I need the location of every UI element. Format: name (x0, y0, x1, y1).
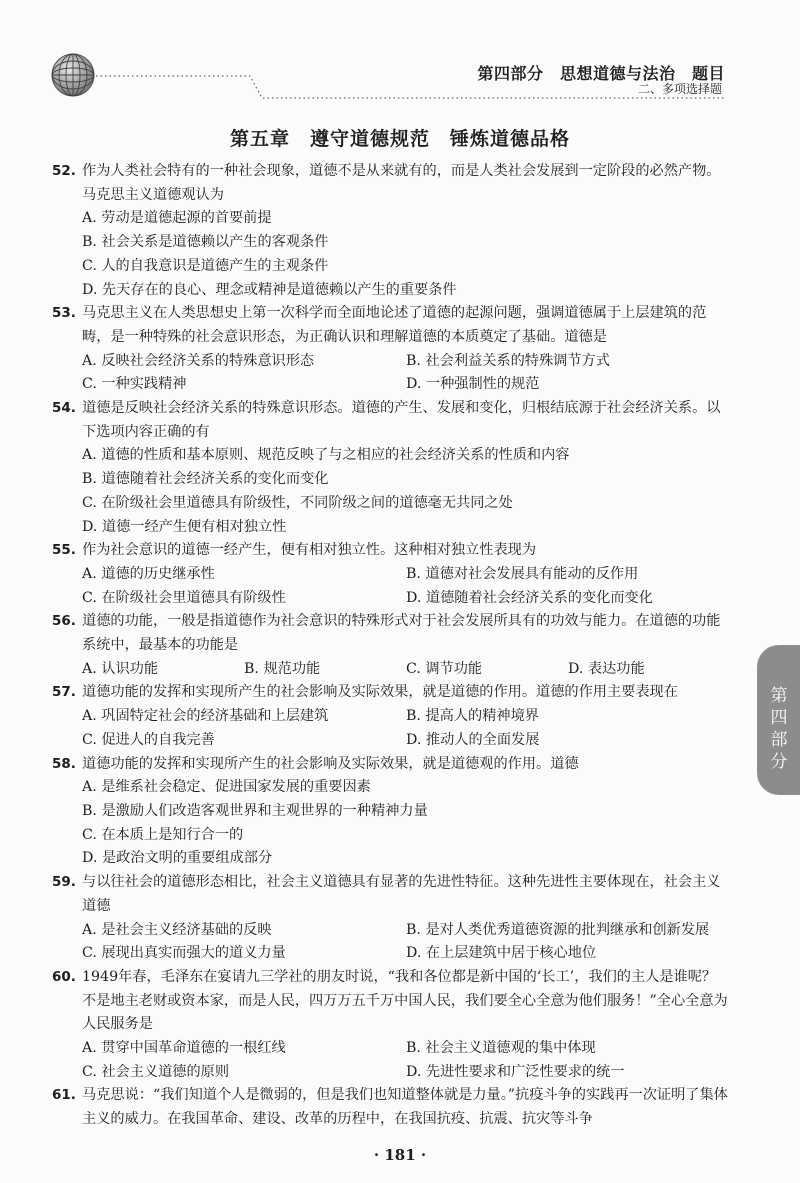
side-tab-label: 第四部分 (770, 686, 788, 772)
question-item (52, 681, 730, 752)
answer-option: C. 在本质上是知行合一的 (82, 826, 244, 843)
answer-option: D. 在上层建筑中居于核心地位 (406, 945, 597, 962)
option-group (60, 350, 730, 397)
answer-option: C. 促进人的自我完善 (82, 731, 215, 748)
question-text: 道德功能的发挥和实现所产生的社会影响及实际效果，就是道德的作用。道德的作用主要表现在 (82, 684, 678, 701)
question-stem (52, 753, 730, 777)
option-group (60, 563, 730, 610)
question-text: 道德功能的发挥和实现所产生的社会影响及实际效果，就是道德观的作用。道德 (82, 755, 579, 772)
question-stem (52, 302, 730, 349)
question-text: 作为社会意识的道德一经产生，便有相对独立性。这种相对独立性表现为 (82, 542, 537, 559)
question-stem (52, 397, 730, 444)
answer-option: A. 是社会主义经济基础的反映 (82, 921, 272, 938)
section-side-tab (757, 645, 800, 795)
answer-option: D. 道德一经产生便有相对独立性 (82, 518, 287, 535)
question-stem (52, 610, 730, 657)
answer-option: D. 道德随着社会经济关系的变化而变化 (406, 589, 653, 606)
answer-option: C. 在阶级社会里道德具有阶级性 (82, 589, 286, 606)
option-group (60, 919, 730, 966)
option-group (60, 705, 730, 752)
answer-option: A. 劳动是道德起源的首要前提 (82, 210, 272, 227)
answer-option: A. 是维系社会稳定、促进国家发展的重要因素 (82, 779, 371, 796)
answer-option: B. 社会关系是道德赖以产生的客观条件 (82, 234, 329, 251)
question-stem (52, 871, 730, 918)
question-number: 54. (52, 400, 76, 417)
question-item (52, 539, 730, 610)
answer-option: C. 社会主义道德的原则 (82, 1063, 230, 1080)
answer-option: B. 社会主义道德观的集中体现 (406, 1040, 596, 1057)
question-text: 马克思说：“我们知道个人是微弱的，但是我们也知道整体就是力量。”抗疫斗争的实践再一次证明了集体主义的威力。在我国革命、建设、改革的历程中，在我国抗疫、抗震、抗灾等斗争 (82, 1087, 728, 1128)
question-number: 52. (52, 163, 76, 179)
question-number: 61. (52, 1087, 76, 1104)
question-number: 57. (52, 684, 76, 701)
option-group (60, 776, 730, 871)
answer-option: D. 是政治文明的重要组成部分 (82, 850, 273, 867)
question-item (52, 1084, 730, 1131)
answer-option: A. 反映社会经济关系的特殊意识形态 (82, 352, 315, 369)
answer-option: B. 道德对社会发展具有能动的反作用 (406, 565, 639, 582)
answer-option: D. 一种强制性的规范 (406, 376, 540, 393)
answer-option: C. 展现出真实而强大的道义力量 (82, 945, 286, 962)
option-group (60, 1037, 730, 1084)
question-stem (52, 160, 730, 207)
answer-option: B. 是对人类优秀道德资源的批判继承和创新发展 (406, 921, 710, 938)
question-item (52, 753, 730, 872)
answer-option: C. 一种实践精神 (82, 376, 187, 393)
option-group (60, 207, 730, 302)
question-text: 与以往社会的道德形态相比，社会主义道德具有显著的先进性特征。这种先进性主要体现在，社会主义道德 (82, 874, 721, 914)
header-subsection: 二、多项选择题 (637, 82, 722, 96)
answer-option: C. 人的自我意识是道德产生的主观条件 (82, 257, 329, 274)
answer-option: D. 先天存在的良心、理念或精神是道德赖以产生的重要条件 (82, 281, 457, 298)
question-number: 56. (52, 613, 76, 630)
question-number: 55. (52, 542, 76, 559)
answer-option: A. 巩固特定社会的经济基础和上层建筑 (82, 708, 329, 725)
question-number: 53. (52, 305, 76, 322)
question-item (52, 397, 730, 539)
question-stem (52, 966, 730, 1037)
answer-option: D. 表达功能 (568, 660, 645, 677)
question-item (52, 160, 730, 302)
answer-option: C. 在阶级社会里道德具有阶级性，不同阶级之间的道德毫无共同之处 (82, 494, 513, 511)
question-item (52, 302, 730, 397)
question-text: 道德的功能，一般是指道德作为社会意识的特殊形式对于社会发展所具有的功效与能力。在道德的功能系统中，最基本的功能是 (82, 613, 721, 654)
answer-option: A. 认识功能 (82, 660, 159, 677)
question-stem (52, 539, 730, 563)
question-text: 1949年春，毛泽东在宴请九三学社的朋友时说，“我和各位都是新中国的‘长工’，我们的主人是谁呢？不是地主老财或资本家，而是人民，四万万五千万中国人民，我们要全心全意为他们服务！”全心全意为人民服务是 (82, 968, 728, 1033)
question-list (52, 160, 730, 1132)
chapter-title: 第五章 遵守道德规范 锤炼道德品格 (229, 128, 570, 150)
option-group (60, 658, 730, 682)
answer-option: A. 道德的历史继承性 (82, 565, 215, 582)
question-item (52, 610, 730, 681)
question-text: 作为人类社会特有的一种社会现象，道德不是从来就有的，而是人类社会发展到一定阶段的必然产物。马克思主义道德观认为 (82, 163, 721, 203)
question-text: 道德是反映社会经济关系的特殊意识形态。道德的产生、发展和变化，归根结底源于社会经济关系。以下选项内容正确的有 (82, 400, 721, 440)
page-header (0, 0, 800, 110)
answer-option: A. 贯穿中国革命道德的一根红线 (82, 1040, 286, 1057)
option-group (60, 444, 730, 539)
question-number: 59. (52, 874, 76, 891)
answer-option: B. 道德随着社会经济关系的变化而变化 (82, 471, 329, 488)
question-item (52, 966, 730, 1085)
answer-option: C. 调节功能 (406, 660, 483, 677)
page-number: · 181 · (373, 1146, 427, 1164)
question-stem (52, 681, 730, 705)
answer-option: A. 道德的性质和基本原则、规范反映了与之相应的社会经济关系的性质和内容 (82, 447, 570, 464)
answer-option: B. 规范功能 (244, 660, 321, 677)
answer-option: D. 先进性要求和广泛性要求的统一 (406, 1063, 625, 1080)
question-number: 58. (52, 755, 76, 772)
header-section-title: 第四部分 思想道德与法治 题目 (477, 64, 725, 83)
question-item (52, 871, 730, 966)
question-text: 马克思主义在人类思想史上第一次科学而全面地论述了道德的起源问题，强调道德属于上层建筑的范畴，是一种特殊的社会意识形态，为正确认识和理解道德的本质奠定了基础。道德是 (82, 305, 707, 345)
question-number: 60. (52, 968, 76, 985)
answer-option: B. 是激励人们改造客观世界和主观世界的一种精神力量 (82, 802, 428, 819)
question-stem (52, 1084, 730, 1131)
answer-option: B. 社会利益关系的特殊调节方式 (406, 352, 610, 369)
answer-option: D. 推动人的全面发展 (406, 731, 540, 748)
answer-option: B. 提高人的精神境界 (406, 708, 539, 725)
